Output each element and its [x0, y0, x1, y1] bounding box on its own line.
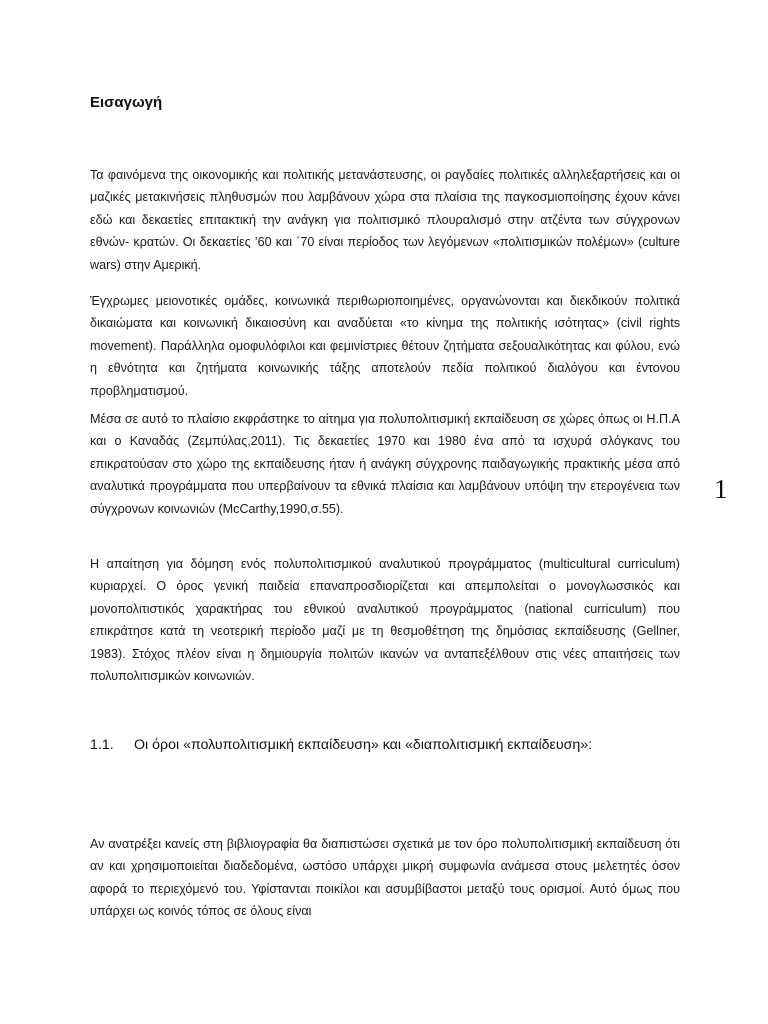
paragraph-1: Τα φαινόμενα της οικονομικής και πολιτικής μετανάστευσης, οι ραγδαίες πολιτικές αλληλεξαρτήσεις και οι μαζικές μετακινήσεις πληθυσμών που λαμβάνουν χώρα στα πλαίσια της παγκοσμιοποίησης έχουν κάνει εδώ και δεκαετίες επιτακτική την ανάγκη για πολιτισμικό πλουραλισμό στην ατζέντα των σύγχρονων εθνών- κρατών. Οι δεκαετίες ’60 και ΄70 είναι περίοδος των λεγόμενων «πολιτισμικών πολέμων» (culture wars) στην Αμερική. — [90, 168, 680, 272]
paragraph-2: Έγχρωμες μειονοτικές ομάδες, κοινωνικά περιθωριοποιημένες, οργανώνονται και διεκδικούν πολιτικά δικαιώματα και κοινωνική δικαιοσύνη και αναδύεται «το κίνημα της πολιτικής ισότητας» (civil rights movement). Παράλληλα ομοφυλόφιλοι και φεμινίστριες θέτουν ζητήματα σεξουαλικότητας και φύλου, ενώ η εθνότητα και ζητήματα κοινωνικής τάξης αποτελούν πεδία πολιτικού διαλόγου και έντονου προβληματισμού. — [90, 294, 680, 398]
paragraph-3: Μέσα σε αυτό το πλαίσιο εκφράστηκε το αίτημα για πολυπολιτισμική εκπαίδευση σε χώρες όπως οι Η.Π.Α και ο Καναδάς (Ζεμπύλας,2011). Τις δεκαετίες 1970 και 1980 ένα από τα ισχυρά σλόγκανς του επικρατούσαν στο χώρο της εκπαίδευσης ήταν ή ανάγκη σύγχρονης παιδαγωγικής πρακτικής μέσα από αναλυτικά προγράμματα που υπερβαίνουν τα εθνικά πλαίσια και λαμβάνουν υπόψη την ετερογένεια των σύγχρονων κοινωνιών (McCarthy,1990,σ.55). — [90, 412, 680, 516]
section-paragraph: Αν ανατρέξει κανείς στη βιβλιογραφία θα διαπιστώσει σχετικά με τον όρο πολυπολιτισμική εκπαίδευση ότι αν και χρησιμοποιείται διαδεδομένα, ωστόσο υπάρχει μικρή συμφωνία ανάμεσα στους μελετητές όσον αφορά το περιεχόμενό του. Υφίστανται ποικίλοι και ασυμβίβαστοι μεταξύ τους ορισμοί. Αυτό όμως που υπάρχει ως κοινός τόπος σε όλους είναι — [90, 837, 680, 919]
paragraph-4: Η απαίτηση για δόμηση ενός πολυπολιτισμικού αναλυτικού προγράμματος (multicultural curriculum) κυριαρχεί. Ο όρος γενική παιδεία επαναπροσδιορίζεται και απεμπολείται ο μονογλωσσικός και μονοπολιτιστικός χαρακτήρας του εθνικού αναλυτικού προγράμματος (national curriculum) που επικράτησε κατά τη νεοτερική περίοδο μαζί με τη θεσμοθέτηση της δημόσιας εκπαίδευσης (Gellner, 1983). Στόχος πλέον είναι η δημιουργία πολιτών ικανών να ανταπεξέλθουν στις νέες απαιτήσεις των πολυπολιτισμικών κοινωνιών. — [90, 557, 680, 684]
page-title: Εισαγωγή — [90, 94, 163, 111]
page-number: 1 — [714, 474, 728, 504]
section-heading — [90, 733, 680, 758]
section-number: 1.1. — [90, 737, 114, 753]
section-title: Οι όροι «πολυπολιτισμική εκπαίδευση» και «διαπολιτισμική εκπαίδευση»: — [134, 737, 593, 753]
